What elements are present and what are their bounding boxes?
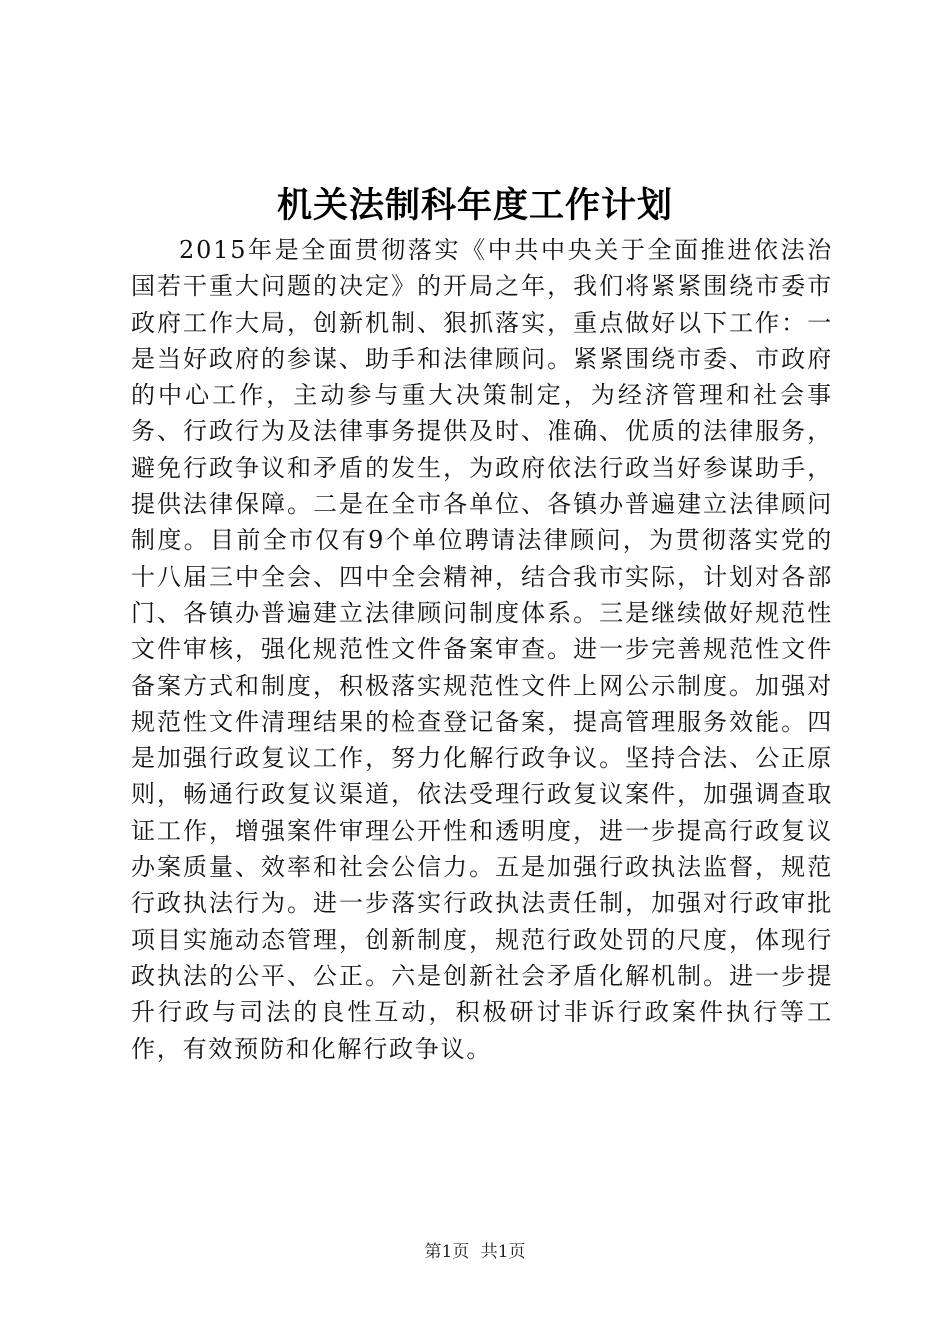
page-number-total: 共1页 xyxy=(480,1242,526,1262)
document-body-paragraph: 2015年是全面贯彻落实《中共中央关于全面推进依法治国若干重大问题的决定》的开局之年，我们将紧紧围绕市委市政府工作大局，创新机制、狠抓落实，重点做好以下工作：一是当好政府的参谋、助手和法律顾问。紧紧围绕市委、市政府的中心工作，主动参与重大决策制定，为经济管理和社会事务、行政行为及法律事务提供及时、准确、优质的法律服务，避免行政争议和矛盾的发生，为政府依法行政当好参谋助手，提供法律保障。二是在全市各单位、各镇办普遍建立法律顾问制度。目前全市仅有9个单位聘请法律顾问，为贯彻落实党的十八届三中全会、四中全会精神，结合我市实际，计划对各部门、各镇办普遍建立法律顾问制度体系。三是继续做好规范性文件审核，强化规范性文件备案审查。进一步完善规范性文件备案方式和制度，积极落实规范性文件上网公示制度。加强对规范性文件清理结果的检查登记备案，提高管理服务效能。四是加强行政复议工作，努力化解行政争议。坚持合法、公正原则，畅通行政复议渠道，依法受理行政复议案件，加强调查取证工作，增强案件审理公开性和透明度，进一步提高行政复议办案质量、效率和社会公信力。五是加强行政执法监督，规范行政执法行为。进一步落实行政执法责任制，加强对行政审批项目实施动态管理，创新制度，规范行政处罚的尺度，体现行政执法的公平、公正。六是创新社会矛盾化解机制。进一步提升行政与司法的良性互动，积极研讨非诉行政案件执行等工作，有效预防和化解行政争议。 xyxy=(131,236,833,1063)
document-title: 机关法制科年度工作计划 xyxy=(276,185,673,226)
page-footer xyxy=(0,1240,950,1264)
page-number-current: 第1页 xyxy=(424,1242,470,1262)
